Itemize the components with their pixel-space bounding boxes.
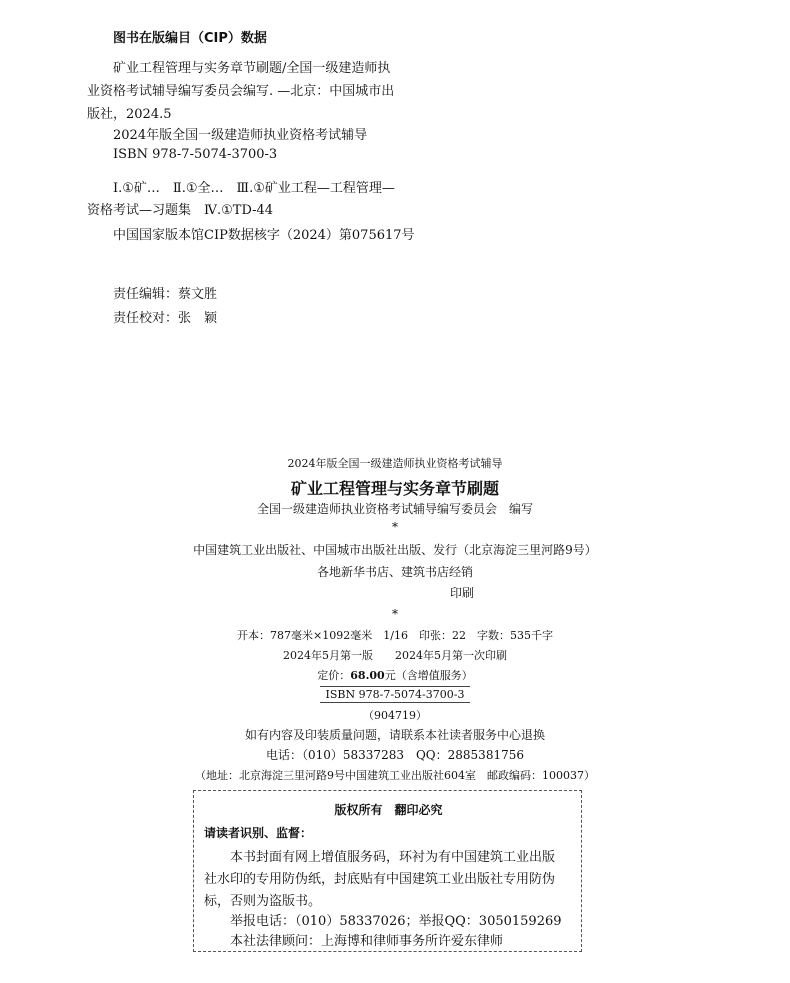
- printer-line: 印刷: [450, 586, 475, 600]
- copyright-body-3: 标，否则为盗版书。: [204, 894, 322, 909]
- price-line: [0, 667, 790, 683]
- edition-line: 2024年5月第一版 2024年5月第一次印刷: [283, 649, 507, 662]
- specs-line: 开本：787毫米×1092毫米 1/16 印张：22 字数：535千字: [237, 629, 553, 642]
- cip-line-2: 业资格考试辅导编写委员会编写. —北京：中国城市出: [87, 84, 395, 99]
- copyright-box: [193, 790, 582, 952]
- cip-line-3: 版社，2024.5: [87, 107, 172, 122]
- series-title: 2024年版全国一级建造师执业资格考试辅导: [287, 457, 503, 470]
- isbn-box: ISBN 978-7-5074-3700-3: [320, 686, 471, 703]
- responsible-proofreader: 责任校对：张 颖: [113, 311, 218, 326]
- report-line: 举报电话：（010）58337026；举报QQ：3050159269: [230, 914, 562, 929]
- copyright-heading: 请读者识别、监督：: [204, 826, 313, 840]
- copyright-body-1: 本书封面有网上增值服务码，环衬为有中国建筑工业出版: [230, 850, 556, 865]
- price-label: 定价：: [317, 669, 351, 682]
- cip-line-6: Ⅰ.①矿… Ⅱ.①全… Ⅲ.①矿业工程—工程管理—: [113, 181, 395, 196]
- copyright-body-2: 社水印的专用防伪纸，封底贴有中国建筑工业出版社专用防伪: [204, 872, 556, 887]
- copyright-title: 版权所有 翻印必究: [334, 803, 443, 817]
- cip-line-4: 2024年版全国一级建造师执业资格考试辅导: [113, 128, 368, 143]
- book-title: 矿业工程管理与实务章节刷题: [290, 479, 499, 498]
- cip-line-5: ISBN 978-7-5074-3700-3: [113, 147, 278, 162]
- responsible-editor: 责任编辑：蔡文胜: [113, 287, 218, 302]
- price-unit: 元（含增值服务）: [384, 669, 473, 682]
- isbn-line: [0, 686, 790, 703]
- distributor-line: 各地新华书店、建筑书店经销: [316, 565, 473, 579]
- book-code: （904719）: [363, 709, 427, 722]
- cip-line-1: 矿业工程管理与实务章节刷题/全国一级建造师执: [113, 61, 391, 76]
- quality-notice: 如有内容及印装质量问题，请联系本社读者服务中心退换: [244, 728, 545, 742]
- lawyer-line: 本社法律顾问：上海博和律师事务所许爱东律师: [230, 934, 504, 949]
- cip-line-7: 资格考试—习题集 Ⅳ.①TD-44: [87, 203, 274, 218]
- separator-star-1: *: [392, 520, 398, 534]
- author-line: 全国一级建造师执业资格考试辅导编写委员会 编写: [256, 502, 533, 516]
- contact-phone: 电话：（010）58337283 QQ：2885381756: [265, 748, 524, 762]
- address-line: （地址：北京海淀三里河路9号中国建筑工业出版社604室 邮政编码：100037）: [195, 769, 595, 782]
- publisher-line: 中国建筑工业出版社、中国城市出版社出版、发行（北京海淀三里河路9号）: [193, 543, 597, 557]
- cip-line-8: 中国国家版本馆CIP数据核字（2024）第075617号: [113, 228, 415, 243]
- price-value: 68.00: [350, 669, 385, 682]
- separator-star-2: *: [392, 607, 398, 621]
- cip-title: 图书在版编目（CIP）数据: [113, 31, 267, 46]
